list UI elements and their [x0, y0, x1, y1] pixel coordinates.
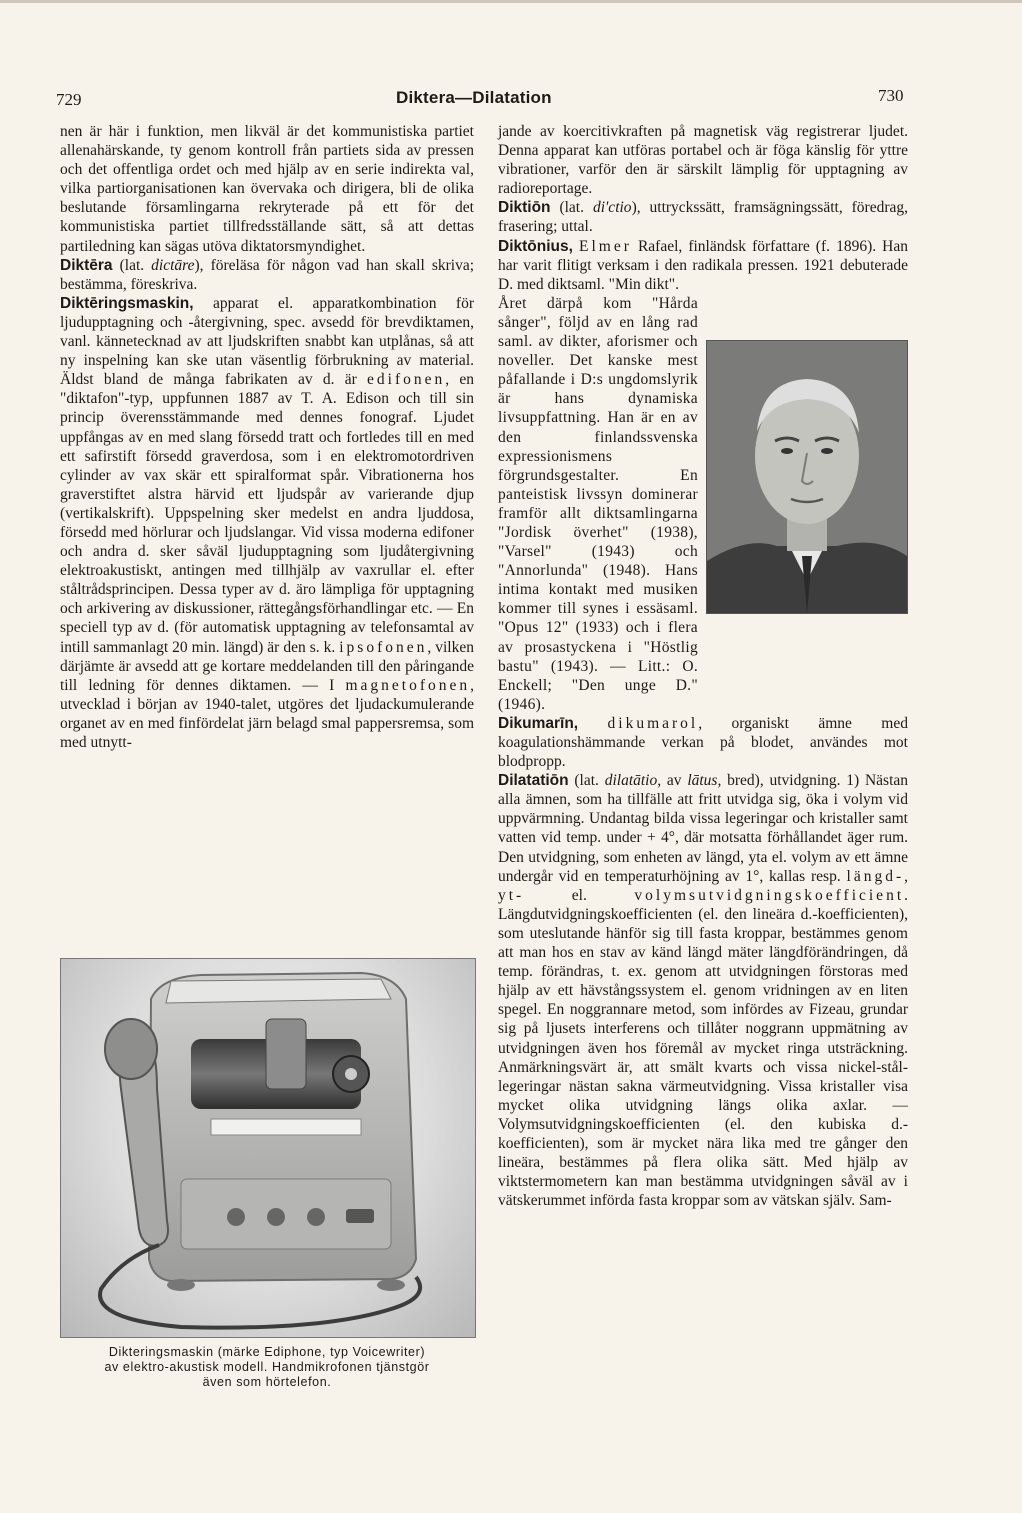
entry-text: , utvecklad i början av 1940-talet, utgöres det ljudackumulerande organet av en med finfördelat järn belagd smal pappersremsa, som med utnytt-	[60, 676, 474, 751]
entry-text: Rafael, finländsk författare (f. 1896). Han har varit flitigt verksam i den radikala pressen. 1921 debuterade D. med diktsaml. "Min dikt".	[498, 237, 909, 293]
spaced-term: volymsutvidgningskoefficient	[634, 886, 905, 904]
dictation-machine-photo	[60, 958, 476, 1338]
entry-text: , vilken därjämte är avsedd att ge kortare meddelanden till den påringande till ledning för dennes diktamen. — I	[60, 638, 474, 694]
paragraph-continuation: nen är här i funktion, men likväl är det kommunistiska partiet allenahärskande, ty genom kontroll från partiets sida av pressen och det offentliga ordet och med hjälp av en serie indirekta val, vilka partiorganisationen kan övervaka och dirigera, bli de olika beslutande församlingarna rekryterade på ett för det kommunistiska partiet tillfredsställande sätt, så att dettas partiledning kan sägas utöva diktatorsmyndighet.	[60, 123, 474, 255]
latin-term: dictāre	[151, 256, 195, 274]
entry-text: ), föreläsa för någon vad han skall skriva; bestämma, föreskriva.	[60, 256, 475, 293]
spaced-term: edifonen	[367, 371, 446, 389]
page-number-left: 729	[56, 90, 82, 109]
headword-dikumarin: Dikumarīn,	[498, 714, 579, 732]
spaced-term: längd-	[846, 867, 905, 885]
entry-diktonius-continued	[498, 294, 698, 714]
entry-text: (lat.	[568, 772, 605, 790]
left-column	[60, 122, 474, 752]
entry-dikumarin	[498, 714, 908, 771]
latin-term: di'ctio	[592, 199, 632, 217]
spaced-term: dikumarol	[607, 714, 699, 732]
caption-line: Dikteringsmaskin (märke Ediphone, typ Voicewriter)	[108, 1345, 426, 1359]
spaced-term: ipsofonen	[339, 638, 428, 656]
headword-dilatation: Dilatatiōn	[498, 772, 569, 790]
spaced-term: Elmer	[579, 237, 632, 255]
entry-text: Året därpå kom "Hårda sånger", följd av en lång rad saml. av dikter, aforismer och noveller. Det kanske mest påfallande i D:s ungdomslyrik är hans dynamiska livsuppfattning. Han är en av den finlandssvenska expressionismens förgrundsgestalter. En panteistisk livssyn dominerar framför allt diktsamlingarna "Jordisk överhet" (1938), "Varsel" (1943) och "Annorlunda" (1948). Hans intima kontakt med musiken kommer till synes i essäsaml. "Opus 12" (1933) och i flera av prosastyckena i "Höstlig bastu" (1943). — Litt.: O. Enckell; "Den unge D." (1946).	[498, 294, 698, 713]
entry-text: (lat.	[112, 256, 152, 274]
spaced-term: yt-	[498, 886, 525, 904]
entry-text: ,	[904, 867, 908, 885]
entry-text: , en "diktafon"-typ, uppfunnen 1887 av T. A. Edison och till sin princip överensstämmande med dennes fonograf. Ljudet uppfångas av en med slang försedd tratt och fortledes till en med ett safirstift försedd graverdosa, som i en elektromotordriven cylinder av vax skär ett spiralformat spår. Vibrationerna hos graverstiftet alstra härvid ett ljudspår av varierande djup (vertikalskrift). Uppspelning sker medelst en andra ljuddosa, försedd med hörlurar och ljudslangar. Vid vissa moderna edifoner och andra d. sker såväl ljudupptagning som ljudåtergivning elektroakustiskt, antingen med tillhjälp av vaxrullar el. efter ståltrådsprincipen. Dessa typer av d. äro lämpliga för upptagning och arkivering av diskussioner, rättegångsförhandlingar etc. — En speciell typ av d. (för automatisk upptagning av telefonsamtal av intill sammanlagt 20 min. längd) är den s. k.	[60, 371, 474, 656]
spaced-term: magnetofonen	[345, 676, 471, 694]
caption-line: av elektro-akustisk modell. Handmikrofonen tjänstgör	[104, 1360, 430, 1374]
header-title: Diktera—Dilatation	[396, 88, 552, 107]
photo-caption	[60, 1345, 474, 1390]
headword-dikteringsmaskin: Diktēringsmaskin,	[60, 294, 194, 312]
headword-diktonius: Diktōnius,	[498, 237, 573, 255]
headword-diktera: Diktēra	[60, 256, 113, 274]
entry-text: av	[661, 772, 688, 790]
latin-term: dilatātio,	[604, 772, 662, 790]
paragraph-continuation: jande av koercitivkraften på magnetisk väg registrerar ljudet. Denna apparat kan utföras portabel och är föga känslig för yttre vibrationer, varför den är särskilt lämplig för upptagning av radioreportage.	[498, 123, 908, 198]
entry-text: apparat el. apparatkombination för ljudupptagning och -återgivning, spec. avsedd för brevdiktamen, vanl. kännetecknad av att ljudskriften snabbt kan utplånas, så att ny inspelning kan ske utan väsentlig förbrukning av material. Äldst bland de många fabrikaten av d. är	[60, 294, 474, 389]
entry-text: , organiskt ämne med koagulationshämmande verkan på blodet, användes mot blodpropp.	[498, 714, 908, 771]
entry-diktion	[498, 198, 908, 236]
right-column	[498, 122, 908, 1210]
latin-term: lātus,	[687, 772, 722, 790]
headword-diktion: Diktiōn	[498, 199, 551, 217]
entry-text: el.	[524, 886, 635, 904]
page-number-right: 730	[878, 86, 904, 105]
entry-dilatation	[498, 771, 908, 1210]
entry-text: ), uttryckssätt, framsägningssätt, föredrag, frasering; uttal.	[498, 199, 909, 236]
entry-text: bred), utvidgning. 1) Nästan alla ämnen, som ha tillfälle att fritt utvidga sig, öka i volym vid uppvärmning. Undantag bilda vissa legeringar och kristaller samt vatten vid temp. under + 4°, där motsatta förhållandet äger rum. Den utvidgning, som enheten av längd, yta el. volym av ett ämne undergår vid en temperaturhöjning av 1°, kallas resp.	[498, 772, 909, 885]
dictation-machine-illustration	[61, 959, 475, 1337]
caption-line: även som hörtelefon.	[202, 1375, 332, 1389]
entry-text: (lat.	[550, 199, 593, 217]
entry-diktera	[60, 256, 474, 294]
entry-text: . Längdutvidgningskoefficienten (el. den lineära d.-koefficienten), som uteslutande hänför sig till fasta kroppar, bestämmes genom att man hos en stav av känd längd mäter längdförändringen, då temp. förändras, t. ex. genom att utvidgningen förstoras med hjälp av ett hävstångssystem el. genom vridningen av en liten spegel. En noggrannare metod, som infördes av Fizeau, grundar sig på ljusets interferens och tillåter noggrann uppmätning av utvidgningen även hos föremål av mycket ringa utsträckning. Anmärkningsvärt är, att smält kvarts och vissa nickel-stål-legeringar nästan sakna värmeutvidgning. Vissa kristaller visa mycket olika utvidgning längs olika axlar. — Volymsutvidgningskoefficienten (el. den kubiska d.-koefficienten), som är mycket nära lika med tre gånger den lineära, bestämmes på flera olika sätt. Med hjälp av viktstermometern kan man bestämma utvidgningen såväl av i vätskerummet införda fasta kroppar som av vätskan själv. Sam-	[498, 886, 908, 1210]
running-header	[0, 86, 1022, 116]
page-edge	[0, 0, 1022, 3]
entry-diktonius	[498, 237, 908, 294]
entry-dikteringsmaskin	[60, 294, 474, 752]
